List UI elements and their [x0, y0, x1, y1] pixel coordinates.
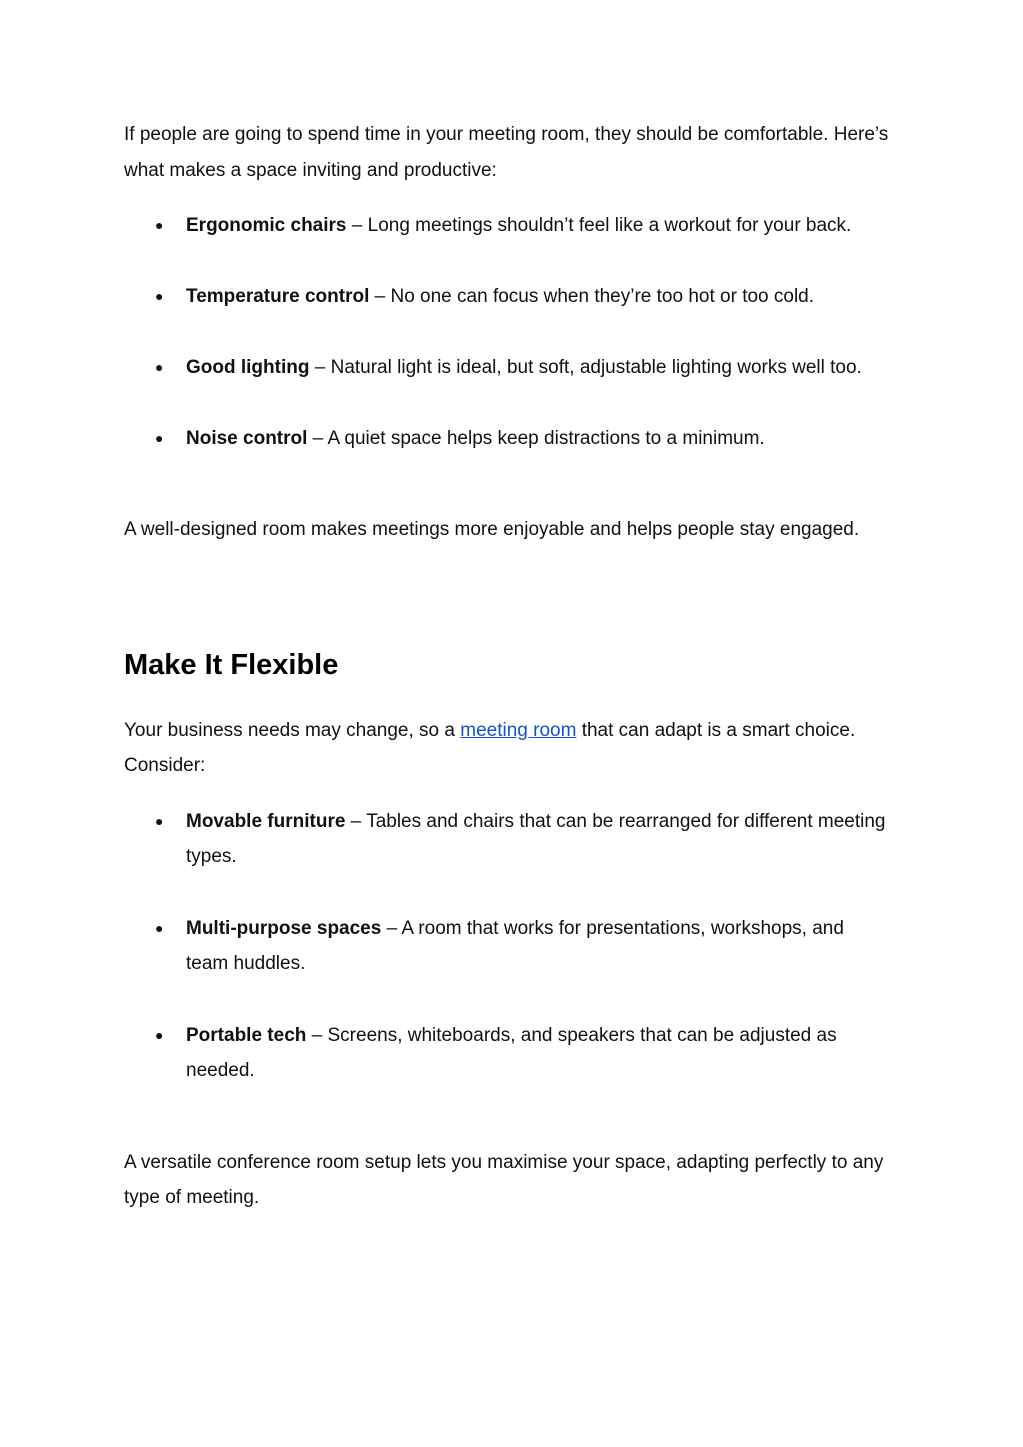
bullet-icon: ● [155, 359, 164, 375]
list-item [124, 1018, 906, 1089]
list-item [124, 208, 896, 244]
comfort-closing-paragraph: A well-designed room makes meetings more enjoyable and helps people stay engaged. [124, 519, 860, 540]
flexible-intro-paragraph [124, 713, 900, 784]
bullet-icon: ● [155, 812, 164, 829]
list-item [124, 279, 900, 315]
list-item [124, 350, 886, 386]
bullet-icon: ● [155, 429, 164, 446]
list-item-term: Temperature control [186, 285, 370, 307]
list-item-text: – Natural light is ideal, but soft, adjustable lighting works well too. [309, 357, 862, 378]
document-page [124, 117, 900, 1216]
list-item-term: Portable tech [186, 1024, 307, 1046]
list-item-text: – Long meetings shouldn’t feel like a workout for your back. [346, 215, 852, 236]
flexible-list [124, 804, 900, 1089]
bullet-icon: ● [155, 287, 164, 304]
meeting-room-link[interactable]: meeting room [460, 719, 577, 741]
bullet-icon: ● [155, 217, 164, 233]
list-item [124, 421, 900, 457]
list-item-term: Ergonomic chairs [186, 215, 347, 236]
comfort-list [124, 208, 900, 456]
list-item-text: – Screens, whiteboards, and speakers that can be adjusted as needed. [186, 1024, 837, 1081]
list-item-text: – A room that works for presentations, workshops, and team huddles. [186, 917, 844, 974]
list-item-term: Movable furniture [186, 810, 346, 832]
list-item-text: – No one can focus when they’re too hot or too cold. [369, 285, 815, 307]
section-heading: Make It Flexible [124, 648, 339, 681]
intro-text-before: Your business needs may change, so a [124, 719, 461, 741]
list-item-text: – Tables and chairs that can be rearranged for different meeting types. [186, 810, 886, 867]
list-item-term: Noise control [186, 427, 308, 449]
intro-text-after: that can adapt is a smart choice. Consider: [124, 719, 856, 776]
flexible-closing-paragraph: A versatile conference room setup lets you maximise your space, adapting perfectly to any type of meeting. [124, 1151, 884, 1208]
list-item [124, 804, 886, 875]
list-item [124, 911, 876, 982]
bullet-icon: ● [155, 1026, 164, 1043]
list-item-text: – A quiet space helps keep distractions to a minimum. [307, 427, 765, 449]
list-item-term: Multi-purpose spaces [186, 917, 382, 939]
list-item-term: Good lighting [186, 357, 310, 378]
bullet-icon: ● [155, 919, 164, 936]
comfort-intro-paragraph: If people are going to spend time in your meeting room, they should be comfortable. Here’s what makes a space inviting and productive: [124, 124, 889, 181]
